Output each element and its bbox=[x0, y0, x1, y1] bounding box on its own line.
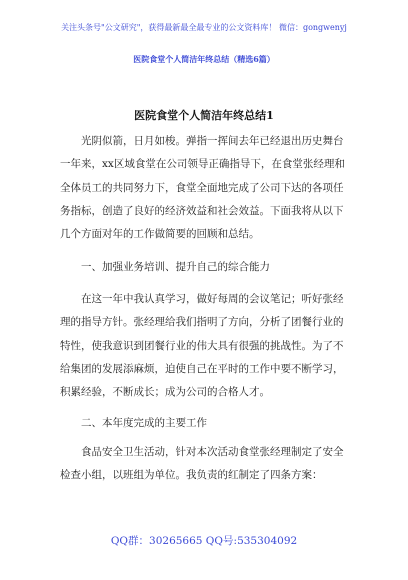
paragraph-line: 食品安全卫生活动，针对本次活动食堂张经理制定了安全 bbox=[81, 446, 344, 458]
paragraph-3 bbox=[60, 441, 350, 488]
paragraph-line: 给集团的发展添麻烦，迫使自己在平时的工作中要不断学习， bbox=[60, 362, 344, 375]
paragraph-line: 几个方面对年的工作做简要的回顾和总结。 bbox=[60, 228, 260, 241]
subheading-text: 二、本年度完成的主要工作 bbox=[81, 417, 207, 429]
subheading-text: 一、加强业务培训、提升自己的综合能力 bbox=[81, 261, 270, 273]
paragraph-line: 务指标，创造了良好的经济效益和社会效益。下面我将从以下 bbox=[60, 204, 344, 217]
promo-banner: 关注头条号"公文研究"，获得最新最全最专业的公文资料库！ 微信：gongwenyj bbox=[61, 23, 347, 32]
paragraph-line: 全体员工的共同努力下，食堂全面地完成了公司下达的各项任 bbox=[60, 181, 344, 194]
paragraph-line: 理的指导方针。张经理给我们指明了方向，分析了团餐行业的 bbox=[60, 316, 344, 329]
paragraph-2 bbox=[60, 288, 350, 404]
paragraph-1 bbox=[60, 130, 350, 246]
paragraph-line: 一年来，xx区域食堂在公司领导正确指导下，在食堂张经理和 bbox=[60, 158, 345, 171]
paragraph-line: 检查小组，以班组为单位。我负责的红制定了四条方案： bbox=[60, 469, 323, 482]
paragraph-line: 在这一年中我认真学习，做好每周的会议笔记；听好张经 bbox=[81, 293, 344, 305]
document-title: 医院食堂个人简洁年终总结（精选6篇） bbox=[133, 54, 275, 64]
footer-contact: QQ群：30265665 QQ号:535304092 bbox=[110, 535, 298, 547]
paragraph-line: 特性，使我意识到团餐行业的伟大具有很强的挑战性。为了不 bbox=[60, 339, 344, 352]
paragraph-line: 积累经验，不断成长；成为公司的合格人才。 bbox=[60, 386, 270, 399]
section-title: 医院食堂个人简洁年终总结1 bbox=[134, 109, 274, 122]
subheading-2 bbox=[60, 412, 350, 435]
paragraph-line: 光阴似箭，日月如梭。弹指一挥间去年已经退出历史舞台 bbox=[81, 135, 344, 147]
subheading-1 bbox=[60, 256, 350, 279]
